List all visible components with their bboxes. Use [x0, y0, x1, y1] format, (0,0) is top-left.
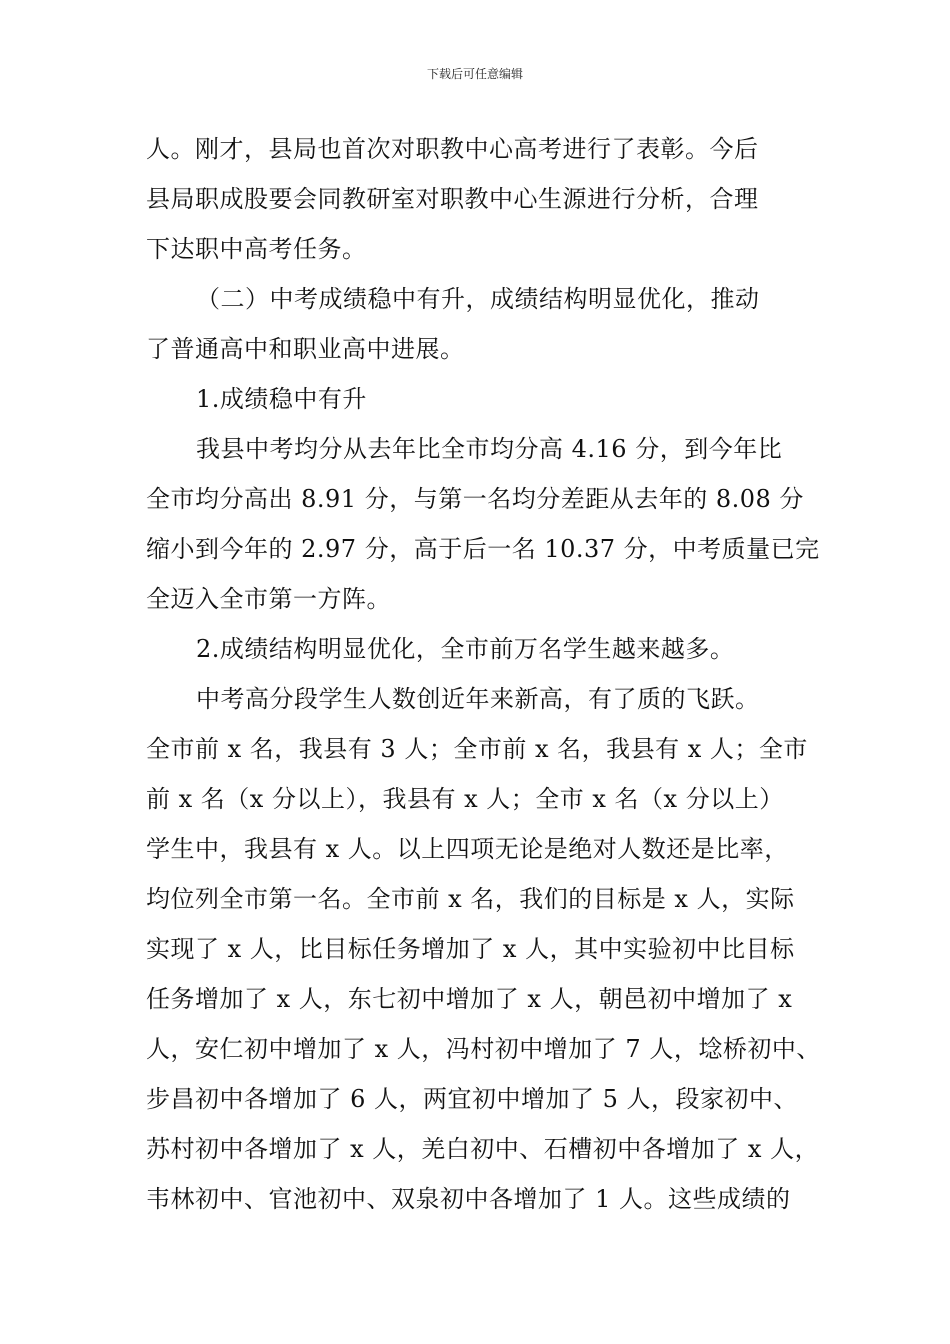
- text-line: 全市前 x 名，我县有 3 人；全市前 x 名，我县有 x 人；全市: [146, 735, 808, 763]
- text-line: 了普通高中和职业高中进展。: [146, 335, 465, 363]
- text-line: 下达职中高考任务。: [146, 235, 367, 263]
- text-line: 中考高分段学生人数创近年来新高，有了质的飞跃。: [196, 685, 760, 713]
- text-line: 前 x 名（x 分以上），我县有 x 人；全市 x 名（x 分以上）: [146, 785, 784, 813]
- text-line: 步昌初中各增加了 6 人，两宜初中增加了 5 人，段家初中、: [146, 1085, 799, 1113]
- text-line: 全迈入全市第一方阵。: [146, 585, 391, 613]
- text-line: 学生中，我县有 x 人。以上四项无论是绝对人数还是比率，: [146, 835, 789, 863]
- text-line: 均位列全市第一名。全市前 x 名，我们的目标是 x 人，实际: [146, 885, 795, 913]
- text-line: 人，安仁初中增加了 x 人，冯村初中增加了 7 人，埝桥初中、: [146, 1035, 821, 1063]
- text-line: 全市均分高出 8.91 分，与第一名均分差距从去年的 8.08 分: [146, 485, 804, 513]
- text-line: 实现了 x 人，比目标任务增加了 x 人，其中实验初中比目标: [146, 935, 795, 963]
- text-line: 缩小到今年的 2.97 分，高于后一名 10.37 分，中考质量已完: [146, 535, 820, 563]
- text-line: 1.成绩稳中有升: [196, 385, 367, 413]
- page-header: 下载后可任意编辑: [426, 67, 523, 81]
- text-line: 任务增加了 x 人，东七初中增加了 x 人，朝邑初中增加了 x: [146, 985, 793, 1013]
- text-line: （二）中考成绩稳中有升，成绩结构明显优化，推动: [196, 285, 760, 313]
- text-line: 县局职成股要会同教研室对职教中心生源进行分析，合理: [146, 185, 759, 213]
- body-text: [146, 124, 821, 1224]
- text-line: 2.成绩结构明显优化，全市前万名学生越来越多。: [196, 635, 735, 663]
- text-line: 人。刚才，县局也首次对职教中心高考进行了表彰。今后: [146, 135, 759, 163]
- text-line: 我县中考均分从去年比全市均分高 4.16 分，到今年比: [196, 435, 783, 463]
- text-line: 韦林初中、官池初中、双泉初中各增加了 1 人。这些成绩的: [146, 1185, 791, 1213]
- text-line: 苏村初中各增加了 x 人，羌白初中、石槽初中各增加了 x 人，: [146, 1135, 820, 1163]
